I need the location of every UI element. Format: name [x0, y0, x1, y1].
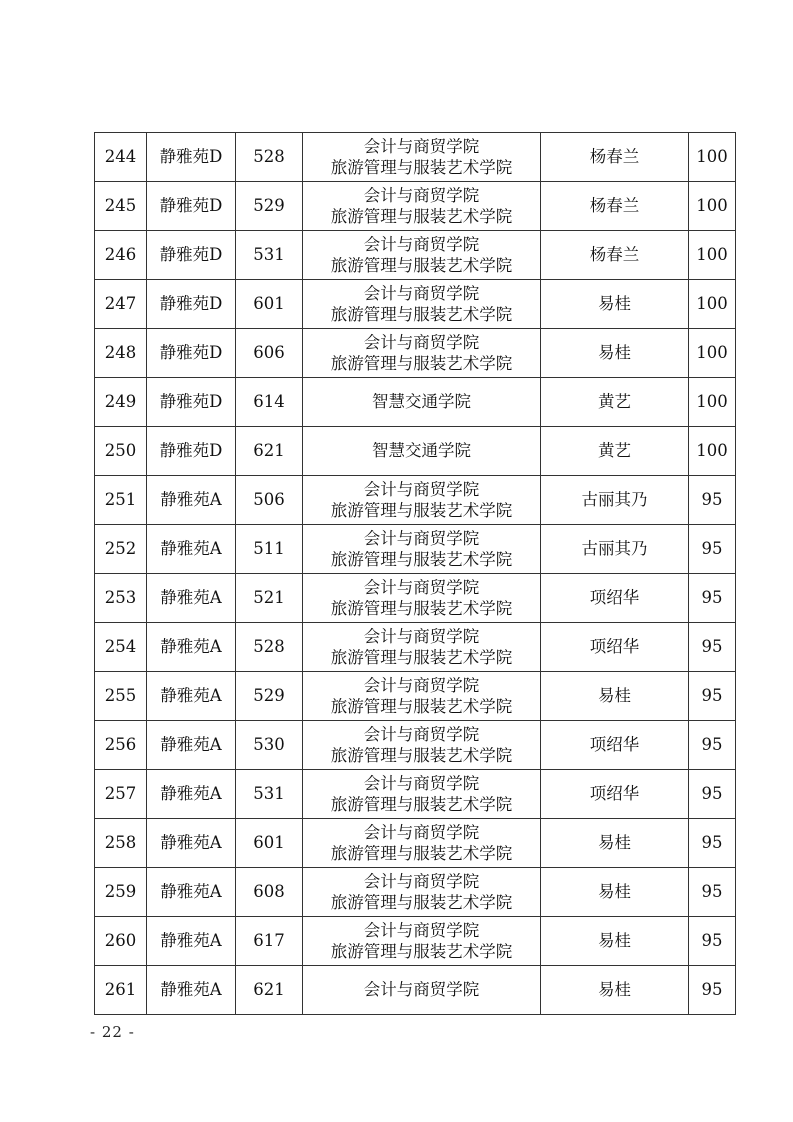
cell-number: 253: [95, 574, 147, 623]
cell-score: 95: [689, 623, 736, 672]
table-row: [95, 917, 736, 966]
cell-college: [303, 329, 541, 378]
cell-counselor: 杨春兰: [541, 231, 689, 280]
cell-number: 251: [95, 476, 147, 525]
college-line: 旅游管理与服装艺术学院: [330, 501, 513, 520]
college-line: 会计与商贸学院: [363, 333, 480, 352]
college-line: 旅游管理与服装艺术学院: [330, 697, 513, 716]
cell-counselor: 易桂: [541, 966, 689, 1015]
college-line: 旅游管理与服装艺术学院: [330, 795, 513, 814]
cell-college: [303, 574, 541, 623]
cell-college: [303, 427, 541, 476]
cell-room: 528: [236, 623, 303, 672]
table-row: [95, 133, 736, 182]
cell-number: 259: [95, 868, 147, 917]
cell-score: 95: [689, 476, 736, 525]
cell-number: 252: [95, 525, 147, 574]
cell-counselor: 项绍华: [541, 770, 689, 819]
cell-building: 静雅苑D: [147, 378, 236, 427]
cell-college: [303, 182, 541, 231]
cell-score: 100: [689, 280, 736, 329]
college-line: 旅游管理与服装艺术学院: [330, 648, 513, 667]
cell-college: [303, 672, 541, 721]
cell-room: 528: [236, 133, 303, 182]
cell-building: 静雅苑D: [147, 280, 236, 329]
college-line: 会计与商贸学院: [363, 137, 480, 156]
college-line: 旅游管理与服装艺术学院: [330, 942, 513, 961]
cell-building: 静雅苑A: [147, 623, 236, 672]
cell-college: [303, 280, 541, 329]
cell-counselor: 项绍华: [541, 623, 689, 672]
college-line: 旅游管理与服装艺术学院: [330, 844, 513, 863]
cell-room: 529: [236, 672, 303, 721]
cell-score: 100: [689, 427, 736, 476]
college-line: 旅游管理与服装艺术学院: [330, 893, 513, 912]
cell-counselor: 易桂: [541, 280, 689, 329]
college-line: 会计与商贸学院: [363, 480, 480, 499]
cell-college: [303, 868, 541, 917]
cell-room: 531: [236, 231, 303, 280]
cell-counselor: 杨春兰: [541, 182, 689, 231]
cell-college: [303, 231, 541, 280]
cell-counselor: 易桂: [541, 917, 689, 966]
table-row: [95, 182, 736, 231]
cell-room: 531: [236, 770, 303, 819]
cell-number: 255: [95, 672, 147, 721]
college-line: 会计与商贸学院: [363, 627, 480, 646]
cell-room: 606: [236, 329, 303, 378]
cell-number: 257: [95, 770, 147, 819]
college-line: 旅游管理与服装艺术学院: [330, 207, 513, 226]
cell-building: 静雅苑A: [147, 819, 236, 868]
college-line: 会计与商贸学院: [363, 235, 480, 254]
table-row: [95, 770, 736, 819]
cell-room: 608: [236, 868, 303, 917]
cell-building: 静雅苑D: [147, 329, 236, 378]
cell-number: 260: [95, 917, 147, 966]
college-line: 会计与商贸学院: [363, 578, 480, 597]
cell-score: 95: [689, 672, 736, 721]
table-row: [95, 427, 736, 476]
dorm-score-table: [94, 132, 736, 1015]
table-row: [95, 231, 736, 280]
cell-room: 621: [236, 427, 303, 476]
cell-counselor: 易桂: [541, 329, 689, 378]
cell-college: [303, 770, 541, 819]
cell-number: 256: [95, 721, 147, 770]
college-line: 会计与商贸学院: [363, 284, 480, 303]
table-row: [95, 476, 736, 525]
cell-room: 506: [236, 476, 303, 525]
table-row: [95, 868, 736, 917]
cell-college: [303, 623, 541, 672]
cell-score: 95: [689, 868, 736, 917]
cell-room: 617: [236, 917, 303, 966]
cell-building: 静雅苑A: [147, 917, 236, 966]
cell-room: 530: [236, 721, 303, 770]
table-row: [95, 623, 736, 672]
cell-number: 249: [95, 378, 147, 427]
college-line: 会计与商贸学院: [363, 676, 480, 695]
college-line: 旅游管理与服装艺术学院: [330, 354, 513, 373]
college-line: 会计与商贸学院: [363, 186, 480, 205]
cell-college: [303, 966, 541, 1015]
cell-counselor: 易桂: [541, 868, 689, 917]
cell-score: 100: [689, 231, 736, 280]
cell-score: 95: [689, 966, 736, 1015]
cell-score: 100: [689, 133, 736, 182]
cell-score: 95: [689, 770, 736, 819]
cell-room: 511: [236, 525, 303, 574]
cell-counselor: 易桂: [541, 672, 689, 721]
table-row: [95, 329, 736, 378]
page-number: - 22 -: [90, 1023, 135, 1041]
cell-building: 静雅苑A: [147, 672, 236, 721]
cell-score: 95: [689, 525, 736, 574]
cell-number: 244: [95, 133, 147, 182]
college-line: 旅游管理与服装艺术学院: [330, 256, 513, 275]
college-line: 会计与商贸学院: [363, 872, 480, 891]
table-row: [95, 525, 736, 574]
college-line: 旅游管理与服装艺术学院: [330, 599, 513, 618]
cell-counselor: 黄艺: [541, 427, 689, 476]
cell-college: [303, 378, 541, 427]
cell-building: 静雅苑A: [147, 868, 236, 917]
cell-counselor: 古丽其乃: [541, 525, 689, 574]
cell-college: [303, 721, 541, 770]
college-line: 智慧交通学院: [372, 392, 471, 411]
cell-room: 614: [236, 378, 303, 427]
table-body: [95, 133, 736, 1015]
cell-building: 静雅苑D: [147, 182, 236, 231]
college-line: 智慧交通学院: [372, 441, 471, 460]
cell-college: [303, 133, 541, 182]
table-row: [95, 721, 736, 770]
cell-building: 静雅苑A: [147, 476, 236, 525]
cell-room: 521: [236, 574, 303, 623]
cell-score: 100: [689, 329, 736, 378]
college-line: 旅游管理与服装艺术学院: [330, 305, 513, 324]
college-line: 会计与商贸学院: [363, 529, 480, 548]
cell-score: 95: [689, 721, 736, 770]
college-line: 旅游管理与服装艺术学院: [330, 550, 513, 569]
cell-building: 静雅苑A: [147, 966, 236, 1015]
cell-college: [303, 819, 541, 868]
cell-college: [303, 917, 541, 966]
cell-number: 247: [95, 280, 147, 329]
table-row: [95, 378, 736, 427]
cell-number: 248: [95, 329, 147, 378]
table-row: [95, 280, 736, 329]
cell-room: 601: [236, 280, 303, 329]
cell-building: 静雅苑A: [147, 574, 236, 623]
cell-score: 95: [689, 819, 736, 868]
cell-number: 254: [95, 623, 147, 672]
cell-building: 静雅苑A: [147, 770, 236, 819]
cell-counselor: 杨春兰: [541, 133, 689, 182]
cell-number: 258: [95, 819, 147, 868]
cell-building: 静雅苑D: [147, 133, 236, 182]
cell-room: 601: [236, 819, 303, 868]
college-line: 会计与商贸学院: [363, 921, 480, 940]
cell-building: 静雅苑A: [147, 721, 236, 770]
college-line: 旅游管理与服装艺术学院: [330, 158, 513, 177]
college-line: 会计与商贸学院: [363, 774, 480, 793]
cell-building: 静雅苑D: [147, 427, 236, 476]
cell-score: 95: [689, 574, 736, 623]
table-row: [95, 966, 736, 1015]
cell-counselor: 黄艺: [541, 378, 689, 427]
cell-score: 95: [689, 917, 736, 966]
cell-number: 246: [95, 231, 147, 280]
cell-number: 245: [95, 182, 147, 231]
cell-number: 261: [95, 966, 147, 1015]
college-line: 会计与商贸学院: [363, 725, 480, 744]
college-line: 会计与商贸学院: [363, 980, 480, 999]
college-line: 会计与商贸学院: [363, 823, 480, 842]
table-row: [95, 819, 736, 868]
cell-room: 529: [236, 182, 303, 231]
cell-room: 621: [236, 966, 303, 1015]
cell-college: [303, 476, 541, 525]
cell-counselor: 项绍华: [541, 574, 689, 623]
cell-score: 100: [689, 378, 736, 427]
cell-counselor: 易桂: [541, 819, 689, 868]
table-row: [95, 672, 736, 721]
cell-counselor: 古丽其乃: [541, 476, 689, 525]
college-line: 旅游管理与服装艺术学院: [330, 746, 513, 765]
cell-college: [303, 525, 541, 574]
cell-number: 250: [95, 427, 147, 476]
cell-counselor: 项绍华: [541, 721, 689, 770]
cell-score: 100: [689, 182, 736, 231]
table-row: [95, 574, 736, 623]
cell-building: 静雅苑D: [147, 231, 236, 280]
cell-building: 静雅苑A: [147, 525, 236, 574]
